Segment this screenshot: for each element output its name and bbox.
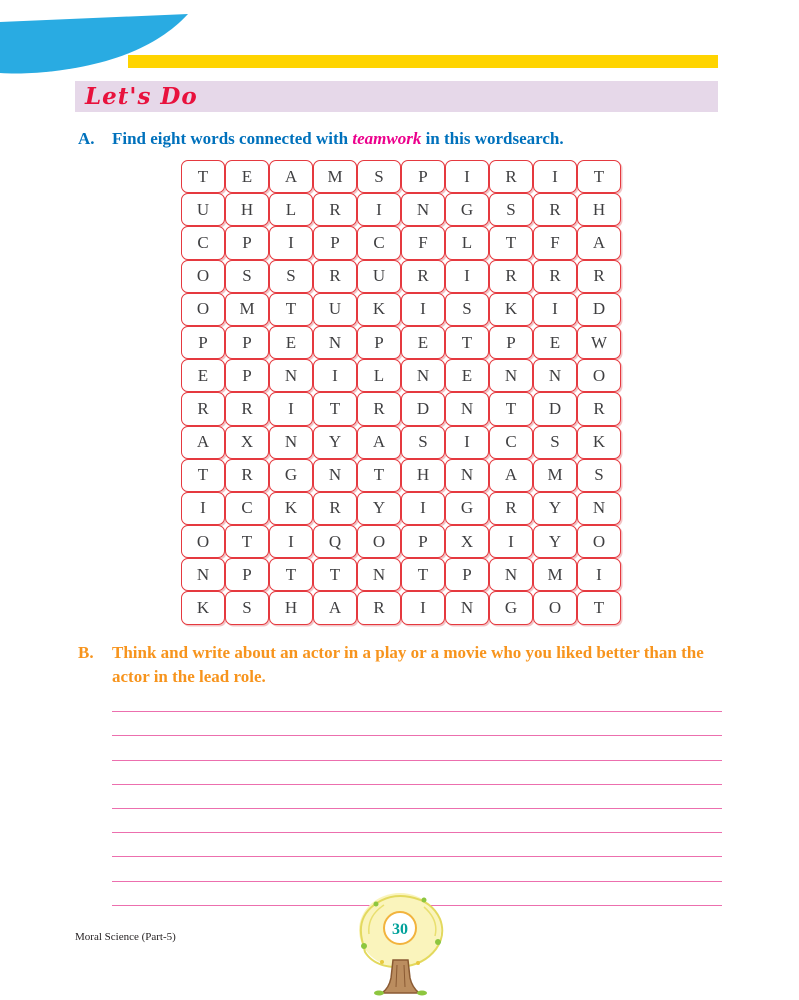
wordsearch-cell: R: [357, 392, 401, 425]
wordsearch-cell: H: [225, 193, 269, 226]
section-a-text-before: Find eight words connected with: [112, 129, 353, 148]
wordsearch-cell: S: [489, 193, 533, 226]
leaf-dot: [374, 902, 379, 907]
wordsearch-cell: T: [357, 459, 401, 492]
wordsearch-cell: G: [445, 492, 489, 525]
wordsearch-cell: S: [401, 426, 445, 459]
wordsearch-cell: P: [489, 326, 533, 359]
writing-line: [112, 736, 722, 760]
wordsearch-cell: C: [225, 492, 269, 525]
wordsearch-cell: A: [313, 591, 357, 624]
wordsearch-cell: R: [225, 392, 269, 425]
wordsearch-cell: M: [533, 459, 577, 492]
wordsearch-cell: N: [577, 492, 621, 525]
yellow-bar-decoration: [128, 55, 718, 68]
wordsearch-cell: O: [181, 525, 225, 558]
wordsearch-cell: H: [577, 193, 621, 226]
wordsearch-cell: U: [313, 293, 357, 326]
wordsearch-cell: T: [313, 392, 357, 425]
wordsearch-cell: I: [401, 293, 445, 326]
wordsearch-cell: T: [489, 226, 533, 259]
wordsearch-cell: I: [401, 492, 445, 525]
leaf-dot: [361, 943, 367, 949]
wordsearch-cell: O: [533, 591, 577, 624]
wordsearch-cell: Y: [357, 492, 401, 525]
wordsearch-cell: Y: [533, 492, 577, 525]
tree-illustration: [352, 888, 452, 1000]
wordsearch-cell: K: [181, 591, 225, 624]
wordsearch-cell: K: [489, 293, 533, 326]
wordsearch-cell: G: [489, 591, 533, 624]
wordsearch-cell: R: [313, 492, 357, 525]
wordsearch-cell: N: [533, 359, 577, 392]
wordsearch-cell: N: [269, 426, 313, 459]
wordsearch-cell: I: [357, 193, 401, 226]
wordsearch-cell: A: [269, 160, 313, 193]
wordsearch-cell: T: [577, 591, 621, 624]
writing-line: [112, 833, 722, 857]
wordsearch-cell: S: [533, 426, 577, 459]
wordsearch-cell: N: [489, 558, 533, 591]
wordsearch-cell: I: [269, 392, 313, 425]
wordsearch-cell: L: [357, 359, 401, 392]
wordsearch-cell: R: [489, 492, 533, 525]
wordsearch-grid: [181, 160, 621, 625]
writing-line: [112, 809, 722, 833]
wordsearch-cell: T: [401, 558, 445, 591]
wordsearch-cell: I: [445, 426, 489, 459]
section-title: Let's Do: [85, 83, 198, 110]
wordsearch-cell: K: [357, 293, 401, 326]
wordsearch-cell: P: [445, 558, 489, 591]
wordsearch-cell: S: [225, 591, 269, 624]
section-a-text: [112, 127, 564, 151]
leaf-dot: [435, 939, 441, 945]
wordsearch-cell: I: [313, 359, 357, 392]
wordsearch-cell: M: [313, 160, 357, 193]
wordsearch-cell: N: [269, 359, 313, 392]
wordsearch-cell: S: [225, 260, 269, 293]
teamwork-highlight: teamwork: [352, 129, 422, 148]
wordsearch-cell: O: [181, 293, 225, 326]
wordsearch-cell: P: [401, 160, 445, 193]
wordsearch-cell: P: [225, 359, 269, 392]
writing-line: [112, 712, 722, 736]
wordsearch-cell: Y: [533, 525, 577, 558]
wordsearch-cell: I: [269, 226, 313, 259]
wordsearch-cell: C: [181, 226, 225, 259]
wordsearch-cell: R: [181, 392, 225, 425]
wordsearch-cell: X: [225, 426, 269, 459]
wordsearch-cell: K: [269, 492, 313, 525]
wordsearch-cell: A: [577, 226, 621, 259]
section-b-label: B.: [78, 643, 94, 662]
wordsearch-cell: M: [225, 293, 269, 326]
wordsearch-cell: T: [269, 558, 313, 591]
wordsearch-cell: O: [181, 260, 225, 293]
wordsearch-cell: I: [269, 525, 313, 558]
writing-line: [112, 857, 722, 881]
wordsearch-cell: E: [269, 326, 313, 359]
leaf-dot: [422, 898, 427, 903]
wordsearch-cell: R: [577, 260, 621, 293]
wordsearch-cell: N: [445, 459, 489, 492]
grass-right: [417, 991, 427, 996]
wordsearch-cell: T: [489, 392, 533, 425]
wordsearch-cell: K: [577, 426, 621, 459]
wordsearch-cell: P: [357, 326, 401, 359]
wordsearch-cell: T: [181, 459, 225, 492]
wordsearch-cell: R: [533, 193, 577, 226]
wordsearch-cell: N: [401, 359, 445, 392]
wordsearch-cell: N: [357, 558, 401, 591]
wordsearch-cell: O: [577, 525, 621, 558]
wordsearch-cell: F: [401, 226, 445, 259]
wordsearch-cell: G: [269, 459, 313, 492]
wordsearch-cell: P: [401, 525, 445, 558]
wordsearch-cell: R: [533, 260, 577, 293]
wordsearch-cell: P: [225, 558, 269, 591]
wordsearch-cell: N: [445, 591, 489, 624]
wordsearch-cell: R: [401, 260, 445, 293]
wordsearch-cell: T: [181, 160, 225, 193]
wordsearch-cell: O: [577, 359, 621, 392]
wordsearch-cell: N: [445, 392, 489, 425]
wordsearch-cell: Q: [313, 525, 357, 558]
wordsearch-cell: T: [577, 160, 621, 193]
footer-book-title: Moral Science (Part-5): [75, 931, 176, 943]
sparkle-dot: [416, 961, 420, 965]
section-a-label: A.: [78, 129, 95, 148]
wordsearch-cell: N: [401, 193, 445, 226]
wordsearch-cell: T: [225, 525, 269, 558]
wordsearch-cell: E: [533, 326, 577, 359]
wordsearch-cell: D: [401, 392, 445, 425]
wordsearch-cell: D: [577, 293, 621, 326]
wordsearch-cell: N: [181, 558, 225, 591]
wordsearch-cell: I: [577, 558, 621, 591]
wordsearch-cell: Y: [313, 426, 357, 459]
wordsearch-cell: E: [401, 326, 445, 359]
wordsearch-cell: H: [401, 459, 445, 492]
wordsearch-cell: P: [181, 326, 225, 359]
wordsearch-cell: X: [445, 525, 489, 558]
writing-line: [112, 688, 722, 712]
wordsearch-cell: L: [445, 226, 489, 259]
wordsearch-cell: C: [489, 426, 533, 459]
writing-line: [112, 785, 722, 809]
wordsearch-cell: A: [489, 459, 533, 492]
wordsearch-cell: G: [445, 193, 489, 226]
wordsearch-cell: E: [181, 359, 225, 392]
wordsearch-cell: R: [489, 260, 533, 293]
page-number: 30: [392, 921, 408, 938]
wordsearch-cell: R: [313, 260, 357, 293]
wordsearch-cell: S: [357, 160, 401, 193]
wordsearch-cell: P: [225, 326, 269, 359]
wordsearch-cell: N: [489, 359, 533, 392]
wordsearch-cell: T: [269, 293, 313, 326]
section-b-instruction: [78, 641, 746, 689]
wordsearch-cell: R: [357, 591, 401, 624]
grass-left: [374, 991, 384, 996]
wordsearch-cell: A: [181, 426, 225, 459]
wordsearch-cell: S: [269, 260, 313, 293]
wordsearch-cell: E: [445, 359, 489, 392]
wordsearch-cell: T: [313, 558, 357, 591]
wordsearch-cell: A: [357, 426, 401, 459]
wordsearch-cell: N: [313, 326, 357, 359]
wordsearch-cell: I: [489, 525, 533, 558]
sparkle-dot: [380, 960, 384, 964]
lets-do-banner: [75, 81, 718, 112]
writing-lines: [112, 688, 722, 906]
wordsearch-cell: O: [357, 525, 401, 558]
wordsearch-cell: N: [313, 459, 357, 492]
wordsearch-cell: R: [489, 160, 533, 193]
section-b-text: Think and write about an actor in a play or a movie who you liked better than the actor in the lead role.: [112, 643, 704, 686]
section-a-text-after: in this wordsearch.: [421, 129, 564, 148]
wordsearch-cell: H: [269, 591, 313, 624]
wordsearch-cell: I: [533, 293, 577, 326]
wordsearch-cell: W: [577, 326, 621, 359]
wordsearch-cell: S: [577, 459, 621, 492]
wordsearch-cell: T: [445, 326, 489, 359]
wordsearch-cell: I: [445, 160, 489, 193]
wordsearch-cell: I: [533, 160, 577, 193]
wordsearch-cell: U: [357, 260, 401, 293]
wordsearch-cell: F: [533, 226, 577, 259]
wordsearch-cell: I: [401, 591, 445, 624]
wordsearch-cell: E: [225, 160, 269, 193]
wordsearch-cell: D: [533, 392, 577, 425]
wordsearch-cell: I: [181, 492, 225, 525]
wordsearch-cell: P: [313, 226, 357, 259]
wordsearch-cell: L: [269, 193, 313, 226]
wordsearch-cell: R: [577, 392, 621, 425]
wordsearch-cell: M: [533, 558, 577, 591]
writing-line: [112, 761, 722, 785]
wordsearch-cell: C: [357, 226, 401, 259]
wordsearch-cell: I: [445, 260, 489, 293]
wordsearch-cell: U: [181, 193, 225, 226]
blue-swoosh-decoration: [0, 8, 200, 83]
wordsearch-cell: S: [445, 293, 489, 326]
wordsearch-cell: R: [225, 459, 269, 492]
section-a-instruction: [78, 127, 734, 151]
wordsearch-cell: P: [225, 226, 269, 259]
wordsearch-cell: R: [313, 193, 357, 226]
